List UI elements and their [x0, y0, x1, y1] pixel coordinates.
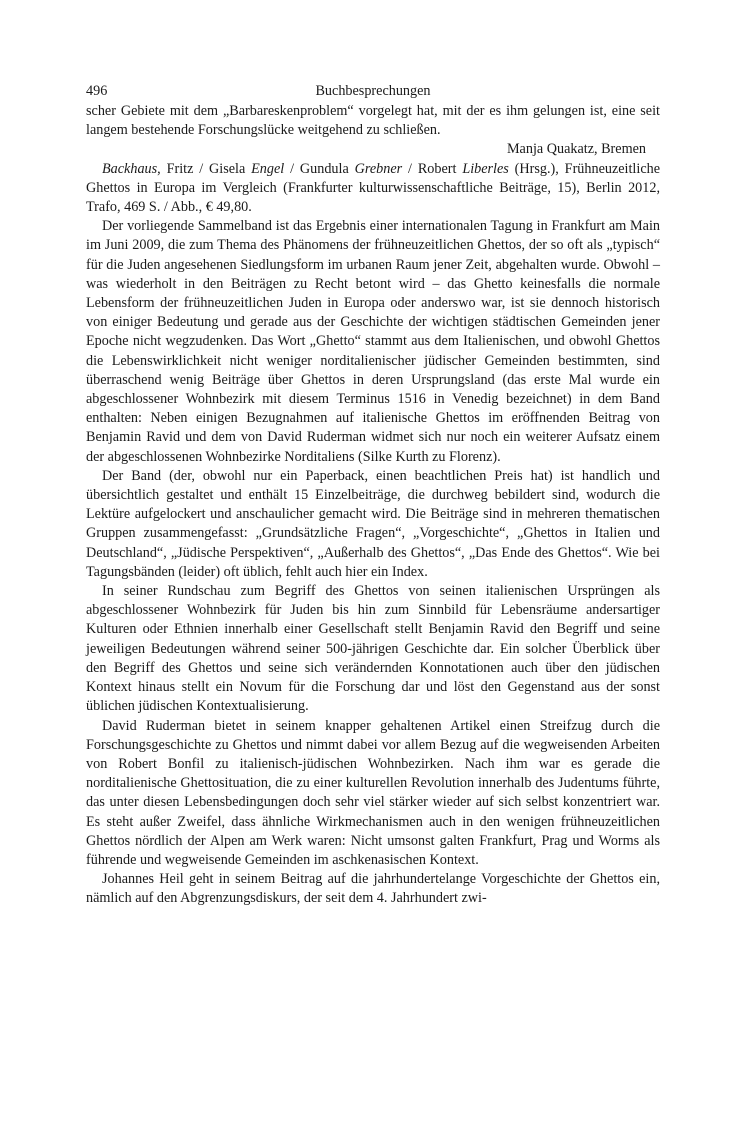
editor-surname: Grebner: [354, 160, 403, 177]
page-body: [86, 102, 660, 909]
review-paragraph: Der vorliegende Sammelband ist das Ergebnis einer internationalen Tagung in Frankfurt am Main im Juni 2009, die zum Thema des Phänomens der frühneuzeitlichen Ghettos, der so oft als „typisch“ für die Juden angesehenen Siedlungsform im urbanen Raum jener Zeit, abgehalten wurde. Obwohl – was wiederholt in den Beiträgen zu Recht betont wird – das Ghetto keinesfalls die normale Lebensform der frühneuzeitlichen Juden in Europa oder anderswo war, ist sie dennoch historisch von einiger Bedeutung und gerade aus der Geschichte der wichtigen städtischen Gemeinden jener Epoche nicht wegzudenken. Das Wort „Ghetto“ stammt aus dem Italienischen, und obwohl Ghettos die Lebenswirklichkeit nicht weniger norditalienischer jüdischer Gemeinden bestimmten, sind überraschend wenig Beiträge über Ghettos in deren Ursprungsland (das erste Mal wurde ein abgeschlossener Wohnbezirk mit diesem Terminus 1516 in Venedig bezeichnet) in dem Band enthalten: Neben einigen Bezugnahmen auf italienische Ghettos im eröffnenden Beitrag von Benjamin Ravid und dem von David Ruderman widmet sich nur noch ein weiterer Aufsatz einem der abgeschlossenen Wohnbezirke Norditaliens (Silke Kurth zu Florenz).: [86, 218, 660, 465]
review-paragraph: David Ruderman bietet in seinem knapper gehaltenen Artikel einen Streifzug durch die Forschungsgeschichte zu Ghettos und nimmt dabei vor allem Bezug auf die wegweisenden Arbeiten von Robert Bonfil zu italienisch-jüdischen Wohnbezirken. Nach ihm war es gerade die norditalienische Ghettosituation, die zu einer kulturellen Revolution innerhalb des Judentums führte, das unter diesen Lebensbedingungen doch sehr viel stärker wieder auf sich selbst konzentriert war. Es steht außer Zweifel, dass ähnliche Wirkmechanismen auch in den wenigen frühneuzeitlichen Ghettos nördlich der Alpen am Werk waren: Nicht umsonst galten Frankfurt, Prag und Worms als führende und wegweisende Gemeinden im aschkenasischen Kontext.: [86, 717, 660, 868]
reviewer-signature: Manja Quakatz, Bremen: [506, 141, 646, 158]
biblio-text: (Hrsg.), Frühneuzeitliche Ghettos in Europa im Vergleich (Frankfurter kulturwissenschaftliche Beiträge, 15), Berlin 2012, Trafo, 469 S. / Abb., € 49,80.: [86, 160, 661, 216]
review-paragraph: Johannes Heil geht in seinem Beitrag auf die jahrhundertelange Vorgeschichte der Ghettos ein, nämlich auf den Abgrenzungsdiskurs, der seit dem 4. Jahrhundert zwi-: [86, 871, 660, 907]
running-title: Buchbesprechungen: [315, 83, 431, 99]
editor-surname: Backhaus: [102, 160, 158, 177]
review-paragraph: Der Band (der, obwohl nur ein Paperback, einen beachtlichen Preis hat) ist handlich und übersichtlich gestaltet und enthält 15 Einzelbeiträge, die durchweg bebildert sind, wodurch die Lektüre aufgelockert und anschaulicher gemacht wird. Die Beiträge sind in mehreren thematischen Gruppen zusammengefasst: „Grundsätzliche Fragen“, „Vorgeschichte“, „Ghettos in Italien und Deutschland“, „Jüdische Perspektiven“, „Außerhalb des Ghettos“, „Das Ende des Ghettos“. Wie bei Tagungsbänden (leider) oft üblich, fehlt auch hier ein Index.: [86, 467, 660, 580]
editor-surname: Engel: [251, 160, 285, 177]
biblio-text: / Robert: [402, 160, 463, 177]
page-number: 496: [86, 83, 108, 99]
review-paragraph: In seiner Rundschau zum Begriff des Ghettos von seinen italienischen Ursprüngen als abgeschlossener Wohnbezirk für Juden bis hin zum Sinnbild für Lebensräume andersartiger Kulturen oder Ethnien innerhalb einer Gesellschaft stellt Benjamin Ravid den Begriff und seine jeweiligen Bedeutungen während seiner 500-jährigen Geschichte dar. Ein solcher Überblick über den Begriff des Ghettos und seine sich verändernden Konnotationen auch über den jüdischen Kontext hinaus stellt ein Novum für die Forschung dar und löst den Gegenstand aus der sonst üblichen jüdischen Kontextualisierung.: [86, 583, 660, 715]
book-page: [86, 80, 660, 909]
previous-review-tail: scher Gebiete mit dem „Barbareskenproblem“ vorgelegt hat, mit der es ihm gelungen ist, eine seit langem bestehende Forschungslücke weitgehend zu schließen.: [86, 103, 660, 139]
bibliographic-entry: [86, 160, 660, 218]
biblio-text: , Fritz / Gisela: [157, 160, 252, 177]
running-head: [86, 80, 660, 102]
biblio-text: / Gundula: [284, 160, 355, 177]
editor-surname: Liberles: [462, 160, 509, 177]
